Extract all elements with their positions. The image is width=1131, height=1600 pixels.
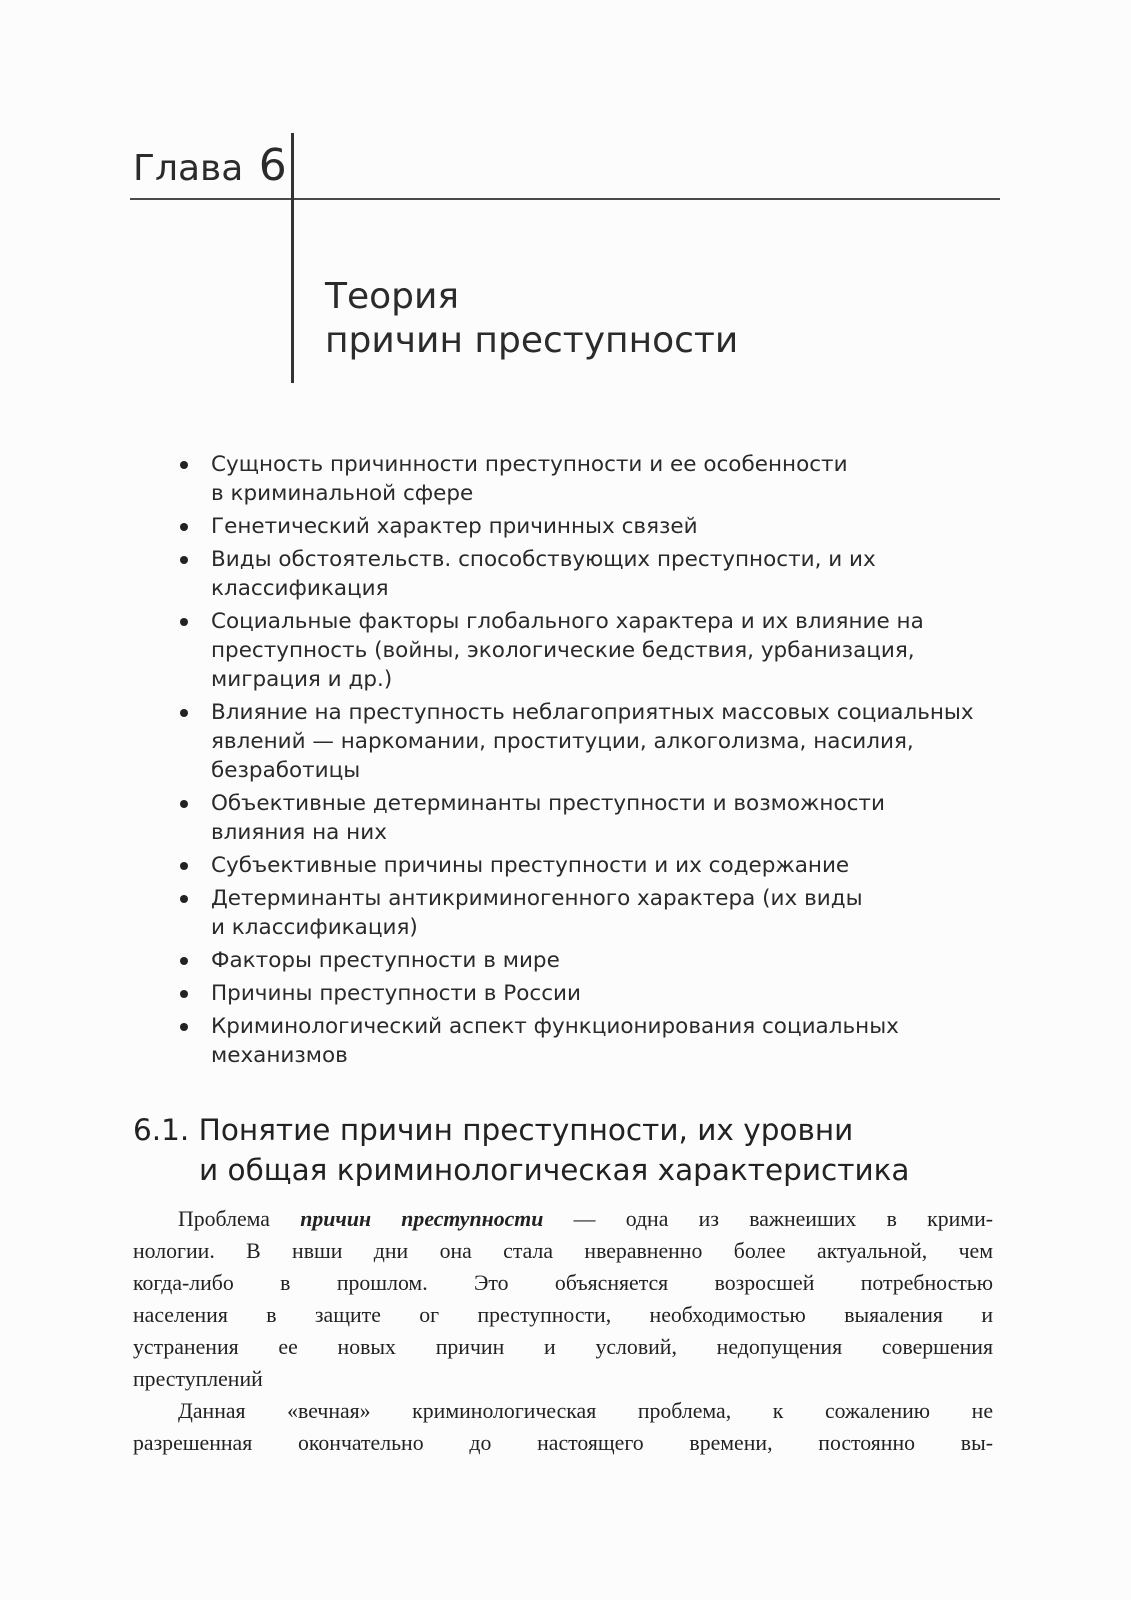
bullet-icon — [180, 957, 188, 965]
bullet-icon — [180, 618, 188, 626]
chapter-topics-list — [180, 450, 1000, 1074]
topic-line: Виды обстоятельств. способствующих преступности, и их — [211, 547, 876, 572]
topic-item — [180, 545, 1000, 603]
topic-item — [180, 512, 1000, 541]
paragraph-line: Данная «вечная» криминологическая проблема, к сожалению не — [178, 1399, 993, 1423]
paragraph-line: устранения ее новых причин и условий, недопущения совершения — [133, 1335, 993, 1359]
topic-line: миграция и др.) — [211, 667, 393, 692]
key-term: причин преступности — [300, 1207, 544, 1231]
topic-item — [180, 851, 1000, 880]
topic-item — [180, 698, 1000, 785]
topic-line: Причины преступности в России — [211, 981, 581, 1006]
topic-line: механизмов — [211, 1043, 348, 1068]
section-heading-line: и общая криминологическая характеристика — [199, 1153, 910, 1187]
topic-line: Субъективные причины преступности и их содержание — [211, 853, 850, 878]
topic-line: классификация — [211, 576, 389, 601]
topic-line: Социальные факторы глобального характера и их влияние на — [211, 609, 924, 634]
bullet-icon — [180, 709, 188, 717]
topic-item — [180, 1012, 1000, 1070]
topic-item — [180, 789, 1000, 847]
chapter-title-line: Теория — [325, 276, 460, 317]
chapter-number: 6 — [258, 140, 287, 191]
bullet-icon — [180, 461, 188, 469]
paragraph-line: преступлений — [133, 1367, 263, 1391]
chapter-vertical-rule — [291, 133, 294, 383]
chapter-label — [133, 140, 287, 191]
topic-line: в криминальной сфере — [211, 481, 474, 506]
topic-line: Факторы преступности в мире — [211, 948, 560, 973]
paragraph-line: населения в защите ог преступности, необходимостью выяаления и — [133, 1303, 993, 1327]
body-text — [133, 1203, 993, 1459]
paragraph-line: разрешенная окончательно до настоящего времени, постоянно вы- — [133, 1431, 993, 1455]
chapter-title — [325, 275, 738, 363]
bullet-icon — [180, 800, 188, 808]
paragraph-line-rest: — одна из важнеиших в крими- — [543, 1207, 993, 1231]
bullet-icon — [180, 862, 188, 870]
chapter-horizontal-rule — [130, 198, 1000, 200]
topic-item — [180, 450, 1000, 508]
chapter-title-line: причин преступности — [325, 320, 739, 361]
topic-item — [180, 946, 1000, 975]
paragraph-lead: Проблема — [178, 1207, 301, 1231]
topic-line: Объективные детерминанты преступности и возможности — [211, 791, 885, 816]
topic-item — [180, 979, 1000, 1008]
topic-line: влияния на них — [211, 820, 387, 845]
paragraph-line: нологии. В нвши дни она стала нверавненно более актуальной, чем — [133, 1239, 993, 1263]
bullet-icon — [180, 1023, 188, 1031]
topic-line: безработицы — [211, 758, 361, 783]
topic-line: Детерминанты антикриминогенного характера (их виды — [211, 886, 863, 911]
topic-line: Влияние на преступность неблагоприятных массовых социальных — [211, 700, 974, 725]
section-heading — [133, 1110, 910, 1190]
bullet-icon — [180, 895, 188, 903]
paragraph-line: когда-либо в прошлом. Это объясняется возросшей потребностью — [133, 1271, 993, 1295]
topic-item — [180, 607, 1000, 694]
bullet-icon — [180, 523, 188, 531]
bullet-icon — [180, 556, 188, 564]
chapter-word: Глава — [133, 148, 244, 189]
topic-item — [180, 884, 1000, 942]
topic-line: и классификация) — [211, 915, 418, 940]
paragraph-line — [133, 1203, 993, 1235]
topic-line: явлений — наркомании, проституции, алкоголизма, насилия, — [211, 729, 914, 754]
topic-line: преступность (войны, экологические бедствия, урбанизация, — [211, 638, 915, 663]
topic-line: Сущность причинности преступности и ее особенности — [211, 452, 848, 477]
section-heading-line: 6.1. Понятие причин преступности, их уровни — [133, 1113, 854, 1147]
topic-line: Генетический характер причинных связей — [211, 514, 698, 539]
bullet-icon — [180, 990, 188, 998]
topic-line: Криминологический аспект функционирования социальных — [211, 1014, 899, 1039]
